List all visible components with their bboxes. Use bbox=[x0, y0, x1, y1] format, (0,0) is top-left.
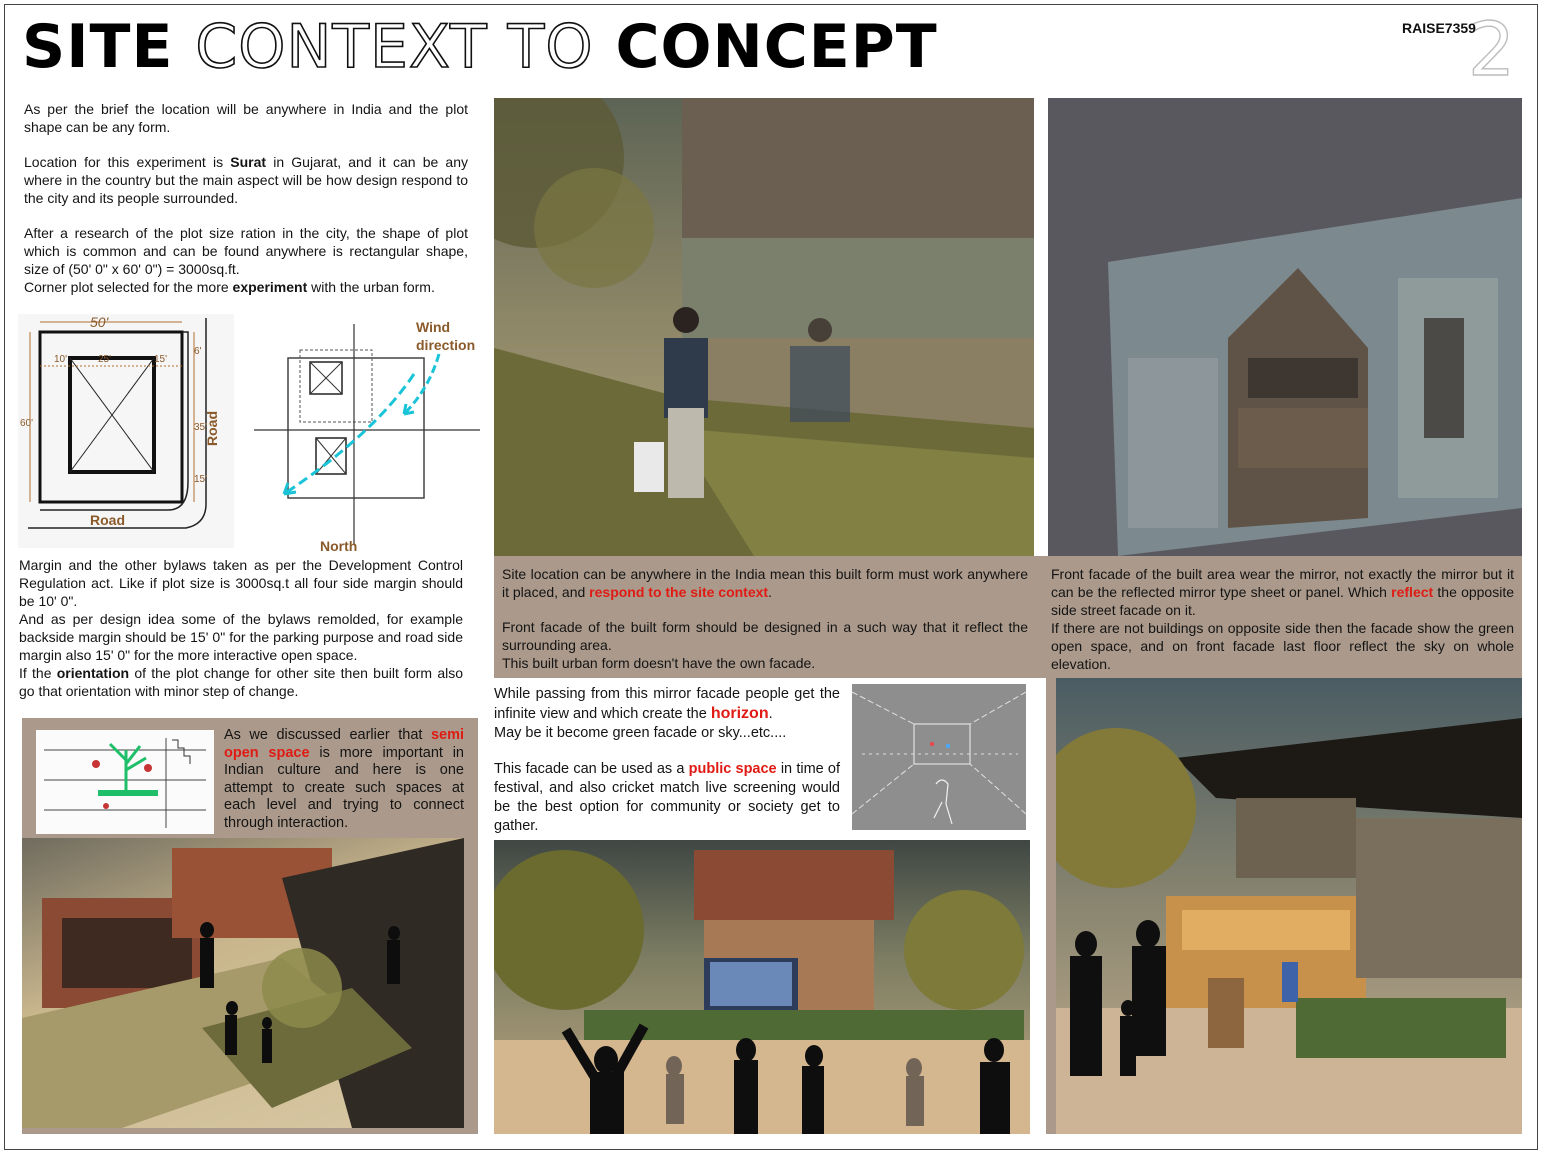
perspective-sketch bbox=[852, 684, 1026, 830]
site-location-text: Site location can be anywhere in the India mean this built form must work anywhere it placed, and respond to the site context. Front facade of the built form should be designed in a such way that it reflect the surrounding area. This built urban form doesn't have the own facade. bbox=[502, 566, 1028, 671]
mirror-render bbox=[494, 98, 1034, 556]
page-title: SITE CONTEXT TO CONCEPT bbox=[22, 12, 938, 82]
semi-open-text: As we discussed earlier that semi open space is more important in Indian culture and here is one attempt to create such spaces at each level and trying to connect through interaction. bbox=[224, 727, 464, 831]
sheet-id: RAISE7359 bbox=[1402, 20, 1476, 36]
screening-render bbox=[494, 840, 1030, 1134]
wind-direction-label: Wind direction bbox=[416, 319, 476, 353]
facade-render bbox=[1048, 98, 1522, 556]
wind-sketch bbox=[244, 314, 484, 554]
road-label-right: Road bbox=[204, 411, 220, 446]
sheet-number: 2 bbox=[1468, 7, 1516, 93]
plot-sketch: 50' 10' 25' 15' 6' 35' 60' 15' Road Road bbox=[18, 314, 234, 548]
mirror-facade-text: Front facade of the built area wear the mirror, not exactly the mirror but it can be the reflected mirror type sheet or panel. Which reflect the opposite side street facade on it. If there are not buildings on opposite side then the facade show the green open space, and on front facade last floor reflect the sky on whole elevation. bbox=[1051, 566, 1514, 672]
street-render bbox=[1056, 678, 1522, 1134]
section-sketch bbox=[36, 730, 214, 834]
bylaws-text: Margin and the other bylaws taken as per the Development Control Regulation act. Like if plot size is 3000sq.t all four side margin should be 10' 0". And as per design idea some of the bylaws remolded, for example backside margin should be 15' 0" for the parking purpose and road side margin also 15' 0" for the more interactive open space. If the orientation of the plot change for other site then built form also go that orientation with minor step of change. bbox=[19, 557, 463, 699]
semi-open-render bbox=[22, 838, 464, 1128]
intro-text: As per the brief the location will be anywhere in India and the plot shape can be any form. Location for this experiment is Surat in Gujarat, and it can be any where in the country but the main aspect will be how design respond to the city and its people surrounded. After a research of the plot size ration in the city, the shape of plot which is common and can be found anywhere is rectangular shape, size of (50' 0" x 60' 0") = 3000sq.ft. Corner plot selected for the more experiment with the urban form. bbox=[24, 101, 469, 295]
road-label-bottom: Road bbox=[90, 512, 125, 528]
plot-dim-top: 50' bbox=[90, 314, 109, 330]
horizon-text: While passing from this mirror facade people get the infinite view and which create the horizon. May be it become green facade or sky...etc.... This facade can be used as a public space in time of festival, and also cricket match live screening would be the best option for community or society get to gather. bbox=[494, 686, 840, 834]
north-label: North bbox=[320, 538, 358, 554]
